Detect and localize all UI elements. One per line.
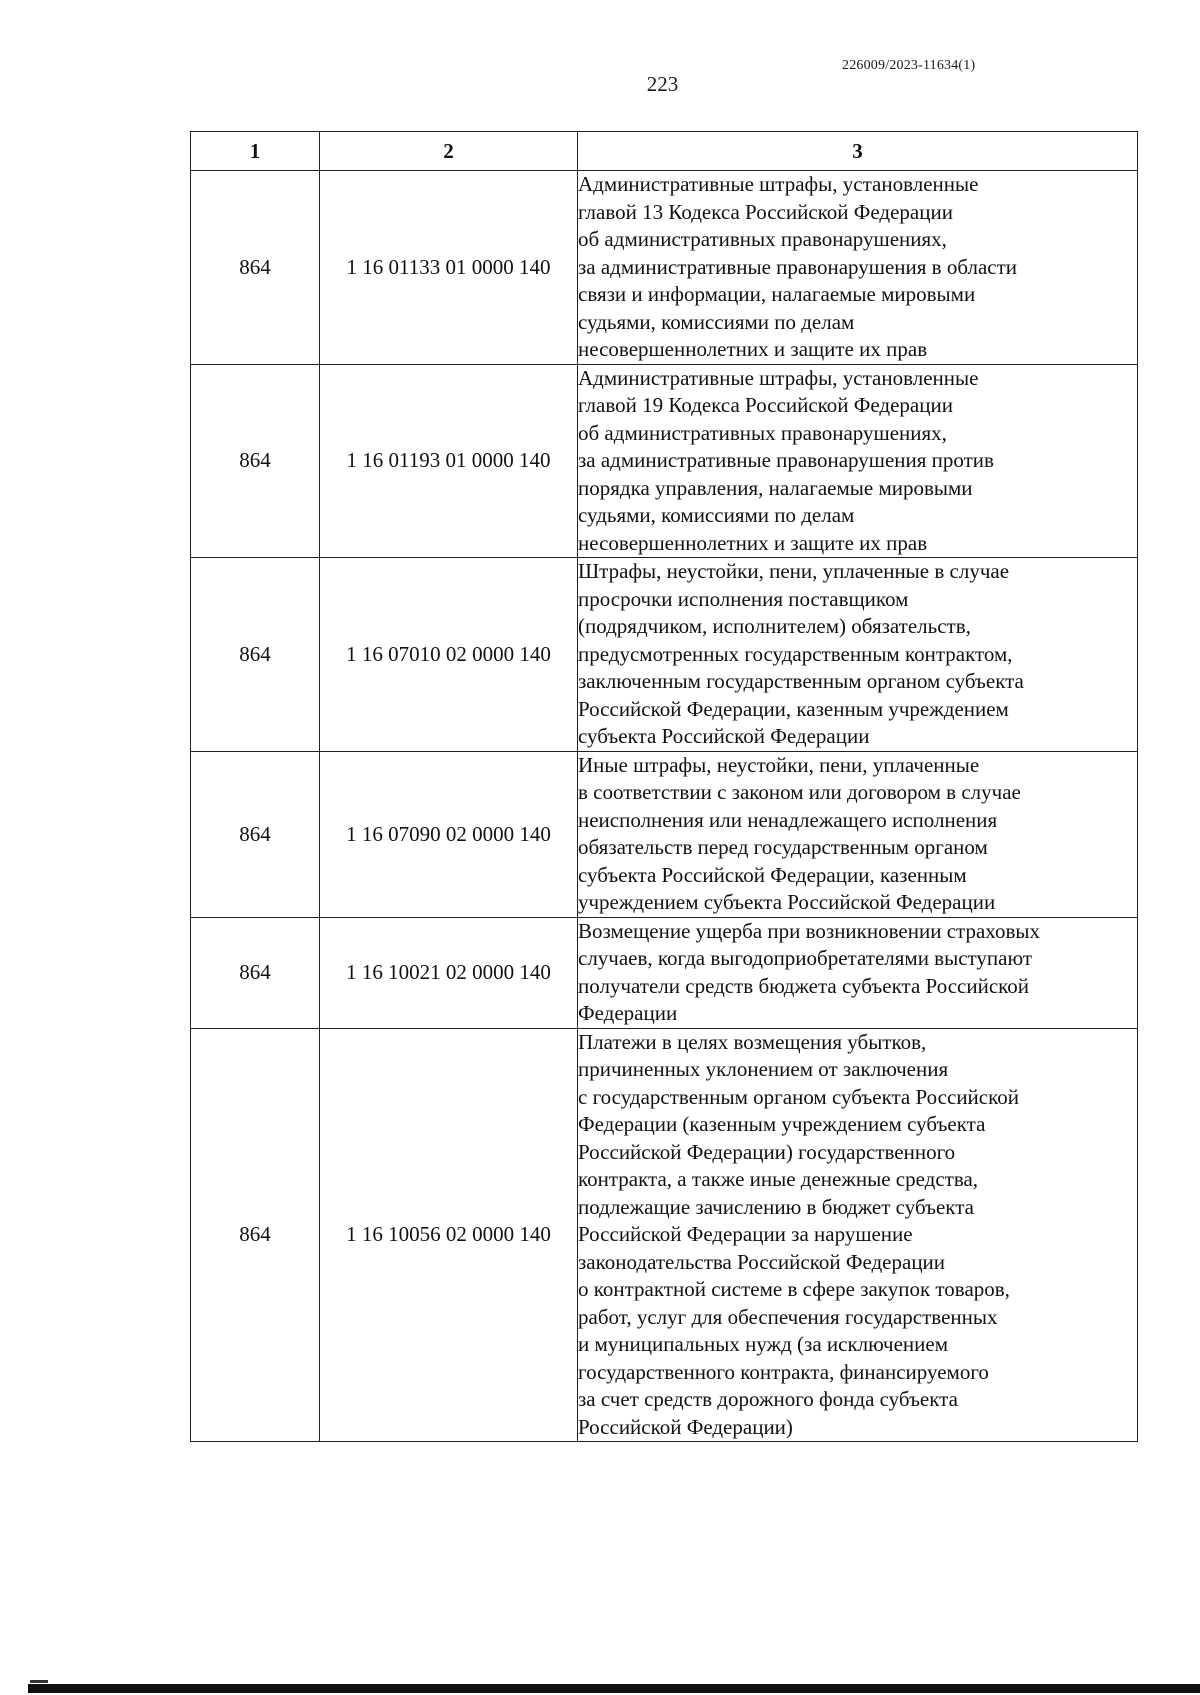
budget-code-cell: 1 16 01133 01 0000 140	[320, 171, 578, 365]
description-line: Платежи в целях возмещения убытков,	[578, 1029, 927, 1054]
description-line: государственного контракта, финансируемого	[578, 1359, 989, 1384]
description-line: субъекта Российской Федерации	[578, 724, 870, 748]
description-line: Иные штрафы, неустойки, пени, уплаченные	[578, 752, 980, 777]
budget-code-cell: 1 16 10056 02 0000 140	[320, 1028, 578, 1442]
description-line: связи и информации, налагаемые мировыми	[578, 282, 976, 306]
description-line: главой 19 Кодекса Российской Федерации	[578, 393, 953, 417]
description-line: Российской Федерации)	[578, 1414, 793, 1439]
scan-edge-bar	[28, 1684, 1200, 1693]
description-line: (подрядчиком, исполнителем) обязательств,	[578, 614, 971, 638]
description-line: неисполнения или ненадлежащего исполнения	[578, 807, 998, 832]
description-line: об административных правонарушениях,	[578, 227, 947, 251]
table-row	[191, 364, 1138, 558]
description-line: в соответствии с законом или договором в случае	[578, 780, 1021, 804]
page-number: 223	[646, 72, 679, 96]
description-line: работ, услуг для обеспечения государственных	[578, 1304, 998, 1329]
table-row	[191, 1028, 1138, 1442]
admin-code-cell: 864	[191, 364, 320, 558]
description-cell	[578, 364, 1138, 558]
description-cell	[578, 558, 1138, 752]
description-line: главой 13 Кодекса Российской Федерации	[578, 199, 953, 224]
description-line: Административные штрафы, установленные	[578, 172, 979, 196]
description-line: учреждением субъекта Российской Федерации	[578, 890, 996, 914]
table-header-row	[191, 132, 1138, 171]
document-id: 226009/2023-11634(1)	[842, 58, 976, 73]
description-line: Федерации (казенным учреждением субъекта	[578, 1112, 986, 1136]
column-header-2: 2	[320, 132, 578, 171]
description-line: Штрафы, неустойки, пени, уплаченные в случае	[578, 559, 1010, 583]
description-line: за административные правонарушения в области	[578, 254, 1018, 279]
description-cell	[578, 1028, 1138, 1442]
scan-edge-mark	[30, 1680, 48, 1683]
description-line: обязательств перед государственным органом	[578, 835, 988, 859]
description-line: заключенным государственным органом субъекта	[578, 669, 1024, 693]
description-line: причиненных уклонением от заключения	[578, 1057, 949, 1081]
description-line: судьями, комиссиями по делам	[578, 503, 855, 527]
table-row	[191, 751, 1138, 917]
description-line: за административные правонарушения против	[578, 448, 994, 472]
admin-code-cell: 864	[191, 751, 320, 917]
description-line: Российской Федерации, казенным учреждением	[578, 696, 1009, 721]
description-cell	[578, 751, 1138, 917]
description-line: несовершеннолетних и защите их прав	[578, 530, 928, 555]
description-line: случаев, когда выгодоприобретателями выступают	[578, 946, 1033, 970]
description-line: судьями, комиссиями по делам	[578, 309, 855, 334]
budget-code-cell: 1 16 10021 02 0000 140	[320, 917, 578, 1028]
description-line: с государственным органом субъекта Российской	[578, 1084, 1019, 1109]
admin-code-cell: 864	[191, 558, 320, 752]
description-line: Федерации	[578, 1001, 678, 1025]
description-line: контракта, а также иные денежные средства,	[578, 1167, 979, 1191]
column-header-3: 3	[578, 132, 1138, 171]
admin-code-cell: 864	[191, 917, 320, 1028]
description-line: несовершеннолетних и защите их прав	[578, 337, 928, 361]
description-line: просрочки исполнения поставщиком	[578, 586, 909, 611]
description-line: законодательства Российской Федерации	[578, 1249, 946, 1274]
column-header-1: 1	[191, 132, 320, 171]
table-body	[191, 171, 1138, 1442]
table-row	[191, 917, 1138, 1028]
description-line: порядка управления, налагаемые мировыми	[578, 475, 973, 500]
description-line: Возмещение ущерба при возникновении страховых	[578, 918, 1040, 943]
description-line: Российской Федерации за нарушение	[578, 1222, 913, 1246]
budget-code-cell: 1 16 07010 02 0000 140	[320, 558, 578, 752]
description-line: о контрактной системе в сфере закупок товаров,	[578, 1277, 1010, 1301]
description-line: субъекта Российской Федерации, казенным	[578, 862, 967, 887]
description-line: Российской Федерации) государственного	[578, 1139, 956, 1164]
description-line: об административных правонарушениях,	[578, 420, 947, 445]
budget-code-cell: 1 16 01193 01 0000 140	[320, 364, 578, 558]
description-line: и муниципальных нужд (за исключением	[578, 1332, 948, 1356]
admin-code-cell: 864	[191, 171, 320, 365]
table-row	[191, 558, 1138, 752]
budget-code-cell: 1 16 07090 02 0000 140	[320, 751, 578, 917]
description-cell	[578, 917, 1138, 1028]
description-line: получатели средств бюджета субъекта Российской	[578, 973, 1030, 998]
description-cell	[578, 171, 1138, 365]
description-line: подлежащие зачислению в бюджет субъекта	[578, 1194, 974, 1219]
revenue-codes-table	[190, 131, 1138, 1442]
description-line: за счет средств дорожного фонда субъекта	[578, 1387, 958, 1411]
admin-code-cell: 864	[191, 1028, 320, 1442]
description-line: предусмотренных государственным контрактом,	[578, 641, 1013, 666]
description-line: Административные штрафы, установленные	[578, 365, 979, 390]
table-row	[191, 171, 1138, 365]
